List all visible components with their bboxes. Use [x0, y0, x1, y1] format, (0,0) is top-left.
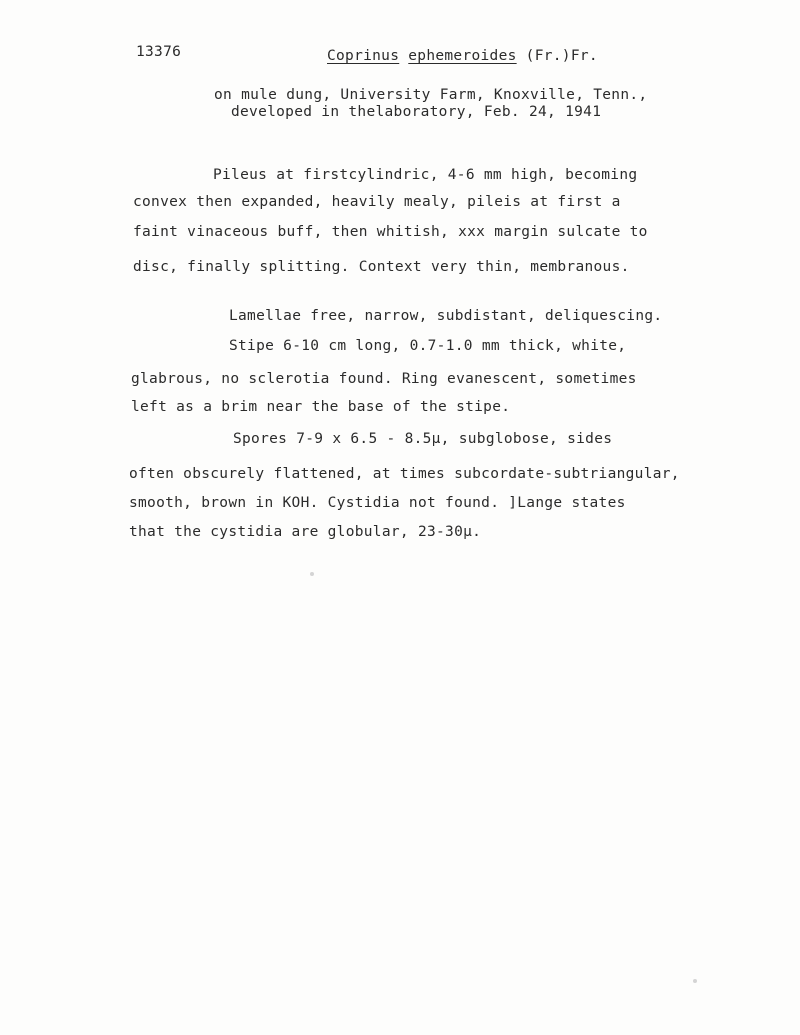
stipe-line-3: left as a brim near the base of the stipe.: [131, 399, 511, 415]
habitat-line-2: developed in thelaboratory, Feb. 24, 1941: [231, 104, 602, 120]
species-name: ephemeroides: [408, 48, 517, 64]
spores-line-3: smooth, brown in KOH. Cystidia not found. ]Lange states: [129, 495, 626, 511]
spores-line-1: Spores 7-9 x 6.5 - 8.5μ, subglobose, sides: [233, 431, 613, 447]
pileus-line-3: faint vinaceous buff, then whitish, xxx margin sulcate to: [133, 224, 648, 240]
pileus-line-2: convex then expanded, heavily mealy, pileis at first a: [133, 194, 621, 210]
genus-name: Coprinus: [327, 48, 400, 64]
species-title: [327, 48, 598, 64]
spores-line-2: often obscurely flattened, at times subcordate-subtriangular,: [129, 466, 680, 482]
habitat-line-1: on mule dung, University Farm, Knoxville, Tenn.,: [214, 87, 648, 103]
accession-number: 13376: [136, 44, 182, 60]
paper-speck: [310, 572, 314, 576]
paper-speck: [693, 979, 697, 983]
lamellae-line: Lamellae free, narrow, subdistant, deliquescing.: [229, 308, 663, 324]
stipe-line-2: glabrous, no sclerotia found. Ring evanescent, sometimes: [131, 371, 637, 387]
spores-line-4: that the cystidia are globular, 23-30μ.: [129, 524, 482, 540]
stipe-line-1: Stipe 6-10 cm long, 0.7-1.0 mm thick, white,: [229, 338, 627, 354]
species-authority: (Fr.)Fr.: [525, 48, 598, 64]
pileus-line-4: disc, finally splitting. Context very thin, membranous.: [133, 259, 630, 275]
pileus-line-1: Pileus at firstcylindric, 4-6 mm high, becoming: [213, 167, 638, 183]
